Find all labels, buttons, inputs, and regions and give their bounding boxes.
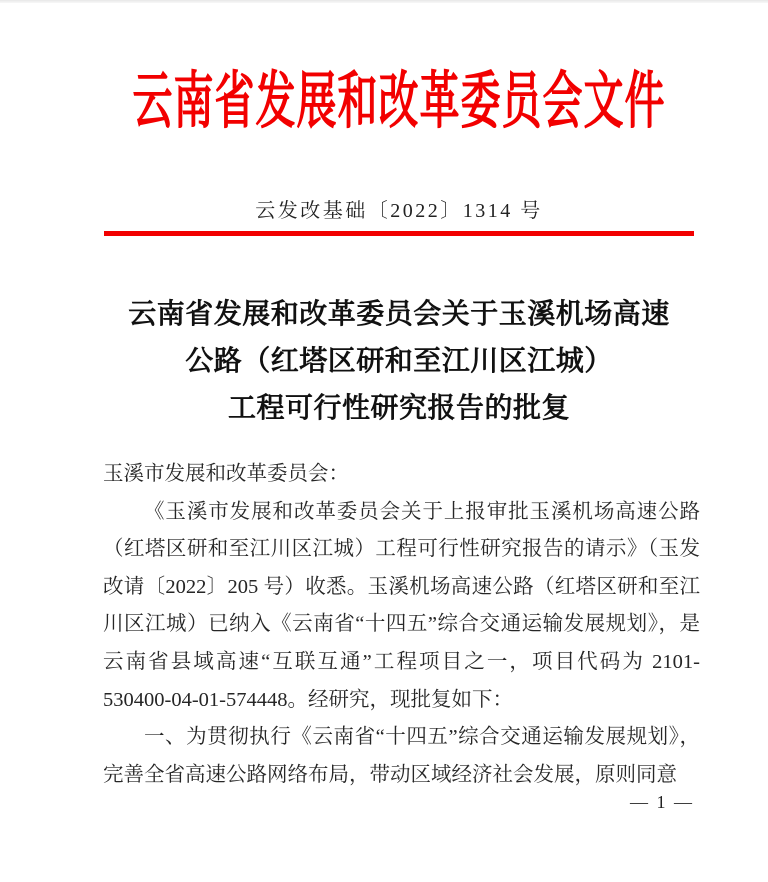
body-paragraph-1: 《玉溪市发展和改革委员会关于上报审批玉溪机场高速公路（红塔区研和至江川区江城）工程可行性研究报告的请示》（玉发改请〔2022〕205 号）收悉。玉溪机场高速公路（红塔区研和至江川区江城）已纳入《云南省“十四五”综合交通运输发展规划》，是云南省县域高速“互联互通”工程项目之一，项目代码为 2101-530400-04-01-574448。经研究，现批复如下： <box>103 500 700 711</box>
body-paragraph-2: 一、为贯彻执行《云南省“十四五”综合交通运输发展规划》，完善全省高速公路网络布局，带动区域经济社会发展，原则同意 <box>103 726 700 786</box>
letterhead <box>104 56 694 136</box>
red-separator-line <box>104 231 694 236</box>
document-title-line-2: 公路（红塔区研和至江川区江城） <box>185 346 613 377</box>
document-title-line-3: 工程可行性研究报告的批复 <box>227 393 570 424</box>
letterhead-agency-title: 云南省发展和改革委员会文件 <box>132 65 666 136</box>
salutation: 玉溪市发展和改革委员会： <box>103 463 349 485</box>
document-title <box>84 291 714 432</box>
page-number: — 1 — <box>630 792 694 812</box>
document-title-line-1: 云南省发展和改革委员会关于玉溪机场高速 <box>128 299 670 330</box>
document-body <box>103 456 700 794</box>
document-number: 云发改基础〔2022〕1314 号 <box>255 200 543 222</box>
scan-top-edge <box>0 0 768 3</box>
